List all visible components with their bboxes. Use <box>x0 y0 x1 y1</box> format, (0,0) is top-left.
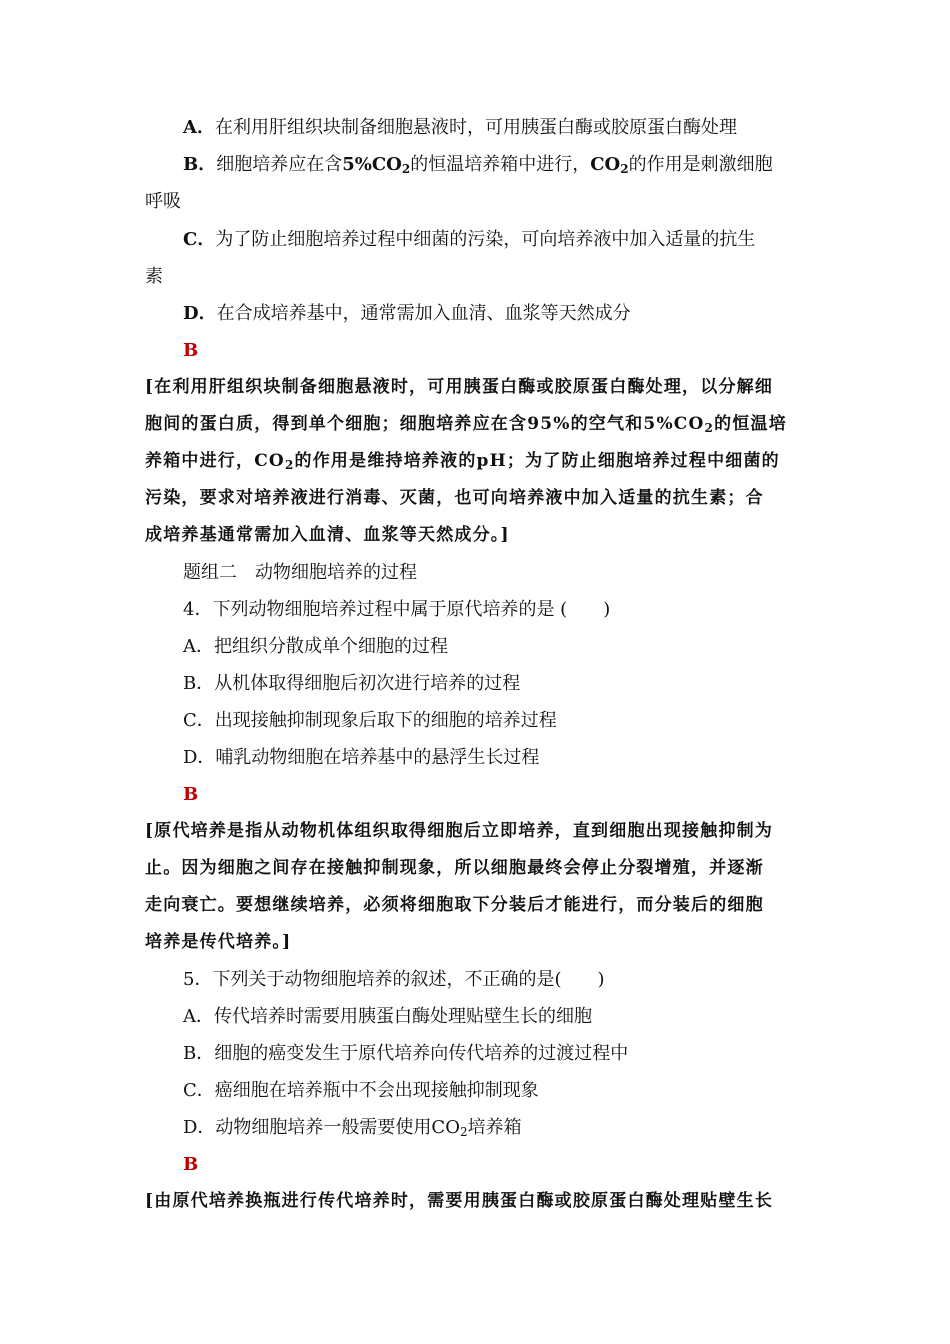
q4-stem: 4．下列动物细胞培养过程中属于原代培养的是 ( ) <box>183 599 611 620</box>
q4-option-c: C．出现接触抑制现象后取下的细胞的培养过程 <box>183 710 557 731</box>
q5-answer: B <box>183 1154 199 1175</box>
q4-explanation-line: [原代培养是指从动物机体组织取得细胞后立即培养，直到细胞出现接触抑制为 <box>145 821 774 841</box>
explanation-text: 的恒温培 <box>714 414 787 434</box>
explanation-text: 的作用是维持培养液的pH；为了防止细胞培养过程中细菌的 <box>294 451 780 471</box>
option-text: 在合成培养基中，通常需加入血清、血浆等天然成分 <box>216 303 631 324</box>
q3-option-a <box>183 109 805 146</box>
option-text-part: 的恒温培养箱中进行， <box>410 154 591 175</box>
subscript: 2 <box>401 162 411 176</box>
explanation-text: 胞间的蛋白质，得到单个细胞；细胞培养应在含95%的空气和5%CO <box>145 414 705 434</box>
option-label: D． <box>183 303 217 324</box>
q3-explanation-line <box>145 406 805 443</box>
q4-explanation-line: 培养是传代培养。] <box>145 932 292 952</box>
option-text-part: D．动物细胞培养一般需要使用CO <box>183 1117 460 1138</box>
q3-option-b-continued: 呼吸 <box>145 191 181 212</box>
q4-explanation-line: 走向衰亡。要想继续培养，必须将细胞取下分装后才能进行，而分装后的细胞 <box>145 895 764 915</box>
option-text: 为了防止细胞培养过程中细菌的污染，可向培养液中加入适量的抗生 <box>215 229 756 250</box>
q3-explanation-line: 污染，要求对培养液进行消毒、灭菌，也可向培养液中加入适量的抗生素；合 <box>145 488 764 508</box>
explanation-text: 养箱中进行，CO <box>145 451 285 471</box>
q4-answer: B <box>183 784 199 805</box>
group-heading: 题组二 动物细胞培养的过程 <box>183 562 417 583</box>
option-text-part: 5%CO <box>342 154 402 175</box>
q3-explanation-line: [在利用肝组织块制备细胞悬液时，可用胰蛋白酶或胶原蛋白酶处理，以分解细 <box>145 377 774 397</box>
q4-option-b: B．从机体取得细胞后初次进行培养的过程 <box>183 673 521 694</box>
option-label: A． <box>183 117 215 138</box>
q5-option-c: C．癌细胞在培养瓶中不会出现接触抑制现象 <box>183 1080 539 1101</box>
subscript: 2 <box>459 1125 468 1139</box>
option-label: C． <box>183 229 216 250</box>
subscript: 2 <box>284 458 295 472</box>
q4-explanation-line: 止。因为细胞之间存在接触抑制现象，所以细胞最终会停止分裂增殖，并逐渐 <box>145 858 764 878</box>
option-text-part: 的作用是刺激细胞 <box>628 154 773 175</box>
q3-explanation-line: 成培养基通常需加入血清、血浆等天然成分。] <box>145 525 510 545</box>
subscript: 2 <box>704 421 715 435</box>
q3-option-b <box>183 146 805 183</box>
q5-stem: 5．下列关于动物细胞培养的叙述，不正确的是( ) <box>183 969 605 990</box>
subscript: 2 <box>620 162 629 176</box>
q5-explanation-line: [由原代培养换瓶进行传代培养时，需要用胰蛋白酶或胶原蛋白酶处理贴壁生长 <box>145 1191 774 1211</box>
option-text-part: 细胞培养应在含 <box>216 154 343 175</box>
q3-option-c-continued: 素 <box>145 266 163 287</box>
option-label: B． <box>183 154 217 175</box>
q5-option-b: B．细胞的癌变发生于原代培养向传代培养的过渡过程中 <box>183 1043 629 1064</box>
q5-option-a: A．传代培养时需要用胰蛋白酶处理贴壁生长的细胞 <box>183 1006 592 1027</box>
option-text-part: CO <box>590 154 621 175</box>
q5-option-d <box>183 1109 805 1146</box>
option-text: 在利用肝组织块制备细胞悬液时，可用胰蛋白酶或胶原蛋白酶处理 <box>214 117 737 138</box>
q3-explanation-line <box>145 443 805 480</box>
q4-option-d: D．哺乳动物细胞在培养基中的悬浮生长过程 <box>183 747 540 768</box>
q4-option-a: A．把组织分散成单个细胞的过程 <box>183 636 448 657</box>
q3-option-d <box>183 295 805 332</box>
option-text-part: 培养箱 <box>467 1117 522 1138</box>
q3-answer: B <box>183 340 199 361</box>
q3-option-c <box>183 221 805 258</box>
